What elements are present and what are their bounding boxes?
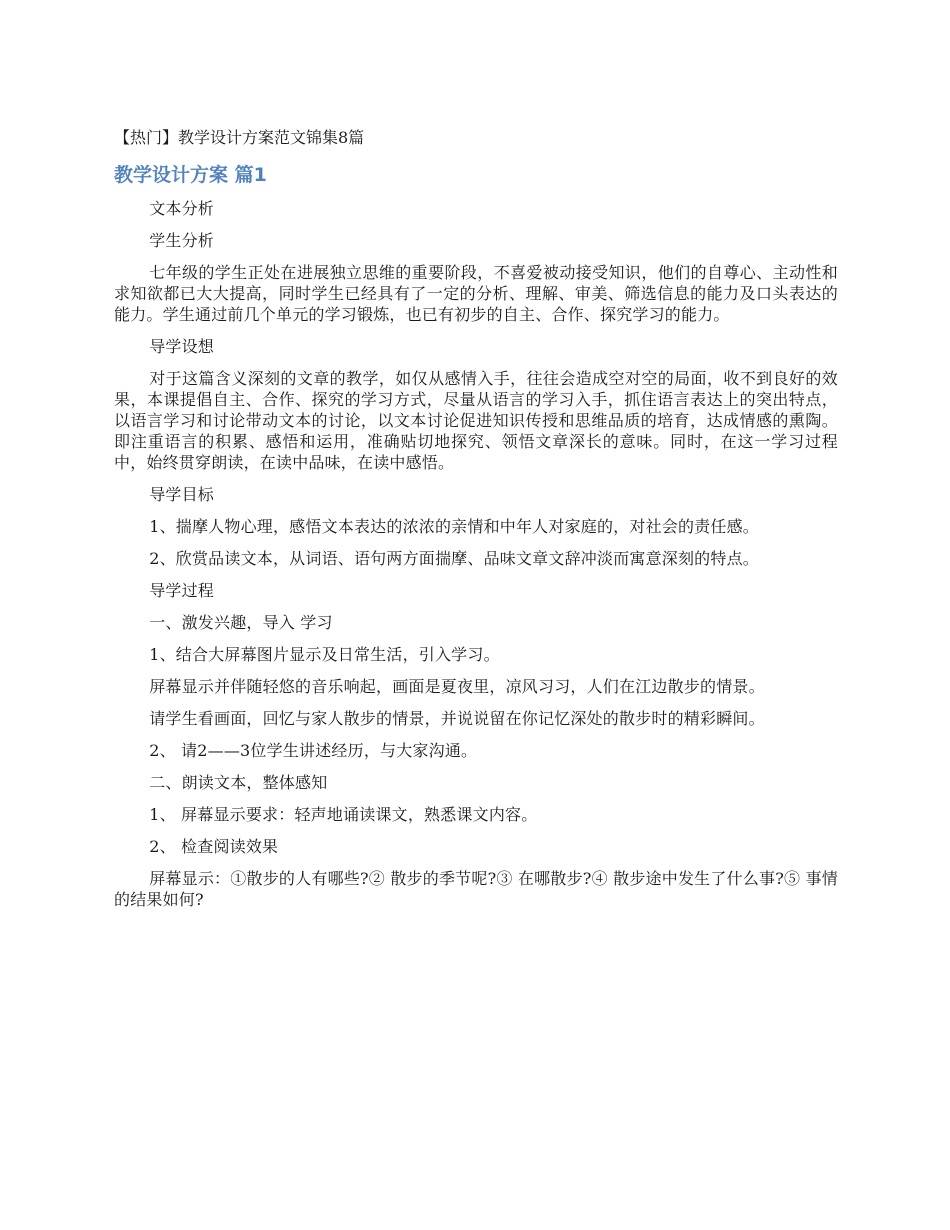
- paragraph-student-analysis: 学生分析: [149, 231, 214, 250]
- document-title: 【热门】教学设计方案范文锦集8篇: [114, 128, 365, 147]
- paragraph-guide-goal-heading: 导学目标: [149, 485, 214, 504]
- section-heading: 教学设计方案 篇1: [114, 164, 267, 186]
- paragraph-screen-questions: 屏幕显示：①散步的人有哪些?② 散步的季节呢?③ 在哪散步?④ 散步途中发生了什么事?⑤ 事情的结果如何?: [114, 869, 838, 909]
- paragraph-goal-1: 1、揣摩人物心理，感悟文本表达的浓浓的亲情和中年人对家庭的，对社会的责任感。: [149, 517, 759, 536]
- paragraph-screen-music: 屏幕显示并伴随轻悠的音乐响起，画面是夏夜里，凉风习习，人们在江边散步的情景。: [149, 677, 765, 696]
- paragraph-step-two-1: 1、 屏幕显示要求：轻声地诵读课文，熟悉课文内容。: [149, 805, 538, 824]
- paragraph-guide-idea-heading: 导学设想: [149, 337, 214, 356]
- paragraph-student-description: 七年级的学生正处在进展独立思维的重要阶段，不喜爱被动接受知识，他们的自尊心、主动性和求知欲都已大大提高，同时学生已经具有了一定的分析、理解、审美、筛选信息的能力及口头表达的能力。学生通过前几个单元的学习锻炼，也已有初步的自主、合作、探究学习的能力。: [114, 263, 838, 324]
- document-body: [114, 198, 838, 910]
- paragraph-step-one: 一、激发兴趣，导入 学习: [149, 613, 333, 632]
- paragraph-step-one-2: 2、 请2——3位学生讲述经历，与大家沟通。: [149, 741, 478, 760]
- paragraph-step-two: 二、朗读文本，整体感知: [149, 773, 328, 792]
- paragraph-text-analysis: 文本分析: [149, 199, 214, 218]
- paragraph-step-one-1: 1、结合大屏幕图片显示及日常生活，引入学习。: [149, 645, 500, 664]
- paragraph-goal-2: 2、欣赏品读文本，从词语、语句两方面揣摩、品味文章文辞冲淡而寓意深刻的特点。: [149, 549, 759, 568]
- document-page: [114, 126, 838, 921]
- paragraph-guide-idea: 对于这篇含义深刻的文章的教学，如仅从感情入手，往往会造成空对空的局面，收不到良好的效果，本课提倡自主、合作、探究的学习方式，尽量从语言的学习入手，抓住语言表达上的突出特点，以语言学习和讨论带动文本的讨论，以文本讨论促进知识传授和思维品质的培育，达成情感的熏陶。即注重语言的积累、感悟和运用，准确贴切地探究、领悟文章深长的意味。同时，在这一学习过程中，始终贯穿朗读，在读中品味，在读中感悟。: [114, 369, 838, 472]
- paragraph-guide-process-heading: 导学过程: [149, 581, 214, 600]
- paragraph-recall: 请学生看画面，回忆与家人散步的情景，并说说留在你记忆深处的散步时的精彩瞬间。: [149, 709, 765, 728]
- paragraph-step-two-2: 2、 检查阅读效果: [149, 837, 279, 856]
